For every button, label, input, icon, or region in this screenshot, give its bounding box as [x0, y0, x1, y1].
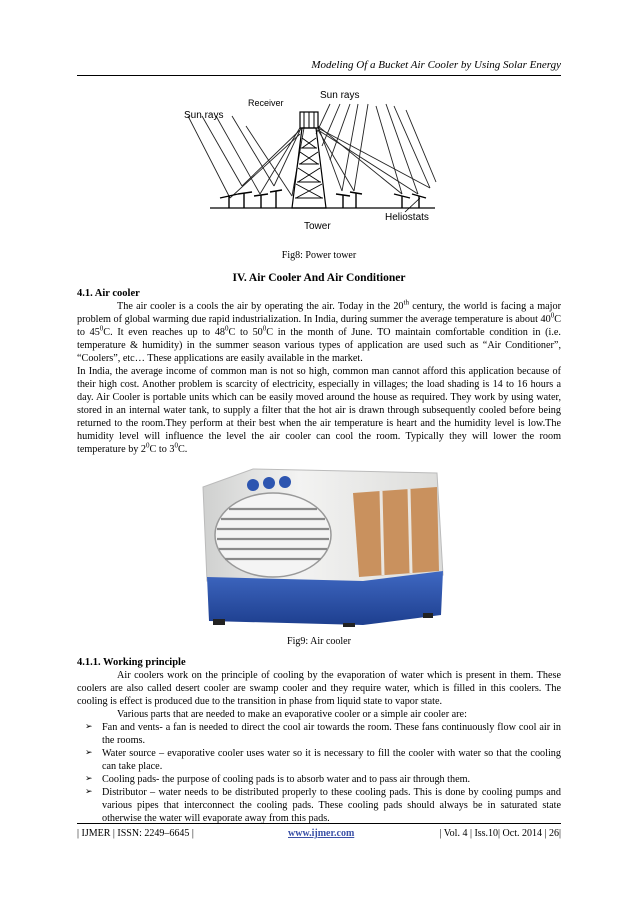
- footer-volume-info: | Vol. 4 | Iss.10| Oct. 2014 | 26|: [439, 828, 561, 839]
- list-item: ➢ Distributor – water needs to be distributed properly to these cooling pads. This is done by cooling pumps and various pipes that interconnect the cooling pads. These cooling pads should always be in saturated state otherwise the water will evaporate away from this pads.: [85, 787, 561, 824]
- air-cooler-text: [77, 300, 561, 456]
- list-item: ➢ Water source – evaporative cooler uses water so it is necessary to fill the cooler with water so that the cooling can take place.: [85, 748, 561, 772]
- list-item: ➢ Cooling pads- the purpose of cooling pads is to absorb water and to pass air through them.: [85, 774, 471, 785]
- parts-list: [77, 721, 561, 825]
- header-rule: [77, 75, 561, 76]
- running-header: Modeling Of a Bucket Air Cooler by Using Solar Energy: [311, 59, 561, 71]
- footer-rule: [77, 823, 561, 824]
- paragraph: Various parts that are needed to make an evaporative cooler or a simple air cooler are:: [117, 709, 467, 720]
- subsection-4-1-1-title: 4.1.1. Working principle: [77, 657, 186, 668]
- power-tower-figure: [180, 86, 442, 234]
- heliostat-mirrors: [220, 190, 426, 208]
- arrow-bullet-icon: ➢: [85, 748, 93, 758]
- footer-journal-info: | IJMER | ISSN: 2249–6645 |: [77, 828, 194, 839]
- heliostats-leader: [405, 198, 420, 212]
- paragraph: Air coolers work on the principle of cooling by the evaporation of water which is present in them. These coolers are also called desert cooler are swamp cooler and they require water, which is filled in this coolers. The cooling is effect is produced due to the transition in phase from liquid state to vapor state.: [77, 670, 561, 707]
- tower-structure: [292, 112, 326, 208]
- list-item: ➢ Fan and vents- a fan is needed to direct the cool air towards the room. These fans continuously flow cool air in the rooms.: [85, 722, 561, 746]
- air-cooler-image: [193, 465, 447, 627]
- working-principle-text: [77, 669, 561, 721]
- heliostats-label: Heliostats: [385, 212, 429, 223]
- sun-rays-left-label: Sun rays: [184, 110, 224, 121]
- section-heading: IV. Air Cooler And Air Conditioner: [232, 272, 406, 284]
- sun-rays-top-label: Sun rays: [320, 90, 360, 101]
- tower-label: Tower: [304, 221, 331, 232]
- arrow-bullet-icon: ➢: [85, 787, 93, 797]
- paragraph: The air cooler is a cools the air by operating the air. Today in the 20th century, the world is facing a major problem of global warming due rapid industrialization. In India, during summer the average temperature is about $40^0C$ to $45^0C$. It even reaches up to $48^0C$ to $50^0C$ in the month of June. TO maintain comfortable condition in (i.e. temperature & humidity) in the summer season various types of application are used such as “Air Conditioner”, “Coolers”, etc… These applications are easily available in the market.: [77, 298, 561, 364]
- footer-website-link[interactable]: www.ijmer.com: [288, 828, 355, 839]
- fan-vent: [215, 493, 331, 577]
- figure8-caption: Fig8: Power tower: [281, 250, 357, 261]
- cooling-pad: [353, 487, 439, 577]
- arrow-bullet-icon: ➢: [85, 774, 93, 784]
- subsection-4-1-title: 4.1. Air cooler: [77, 288, 140, 299]
- receiver-label: Receiver: [248, 98, 284, 108]
- paragraph: In India, the average income of common man is not so high, common man cannot afford this application because of their high cost. Another problem is scarcity of electricity, especially in villages; the load shading is 14 to 16 hours a day. Air Cooler is portable units which can be easily moved around the house as required. They work by using water, stored in an internal water tank, to supply a filter that the hot air is drawn through subsequently cooled before being returned to the room.They perform at their best when the air temperature is heart and the humidity level is low.The humidity level will influence the level the air cooler can cool the room. Typically they will lower the room temperature by $2^0C$ to $3^0C$.: [77, 366, 561, 455]
- figure9-caption: Fig9: Air cooler: [287, 636, 351, 647]
- arrow-bullet-icon: ➢: [85, 722, 93, 732]
